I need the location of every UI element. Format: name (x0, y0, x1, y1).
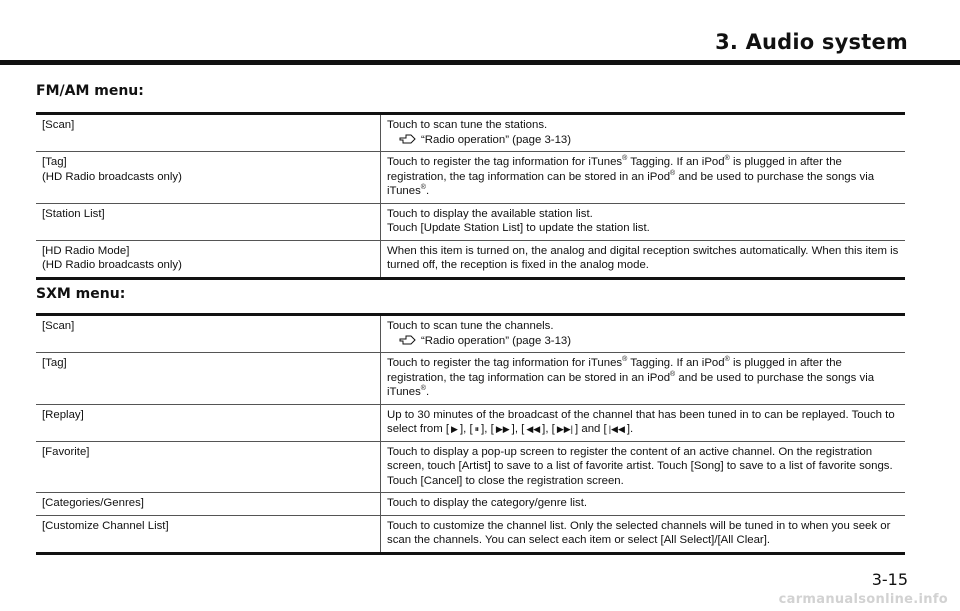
fast-forward-icon: ▶▶ (495, 424, 510, 434)
table-row (36, 203, 905, 240)
fmam-tag-desc: Touch to register the tag information for iTunes® Tagging. If an iPod® is plugged in after the registration, the tag information can be stored in an iPod® and be used to purchase the songs via iTunes®. (381, 152, 906, 204)
skip-next-icon: ▶▶| (556, 424, 574, 434)
pointing-hand-icon (399, 133, 417, 145)
table-row (36, 152, 905, 204)
sxm-tag-label: [Tag] (36, 353, 381, 405)
page-number: 3-15 (871, 570, 908, 589)
sxm-customize-label: [Customize Channel List] (36, 515, 381, 553)
watermark: carmanualsonline.info (778, 592, 948, 607)
sxm-favorite-label: [Favorite] (36, 441, 381, 493)
sxm-categories-desc: Touch to display the category/genre list. (381, 493, 906, 516)
sxm-categories-label: [Categories/Genres] (36, 493, 381, 516)
play-icon: ▶ (451, 424, 458, 434)
skip-previous-icon: |◀◀ (608, 424, 625, 434)
sxm-favorite-desc: Touch to display a pop-up screen to register the content of an active channel. On the registration screen, touch [Artist] to save to a list of favorite artist. Touch [Song] to save to a list of favorite songs. Touch [Cancel] to close the registration screen. (381, 441, 906, 493)
fmam-menu-table (36, 112, 905, 280)
sxm-customize-desc: Touch to customize the channel list. Only the selected channels will be tuned in to when you seek or scan the channels. You can select each item or select [All Select]/[All Clear]. (387, 519, 891, 546)
rewind-icon: ◀◀ (526, 424, 541, 434)
table-row (36, 493, 905, 516)
fmam-scan-label: [Scan] (36, 114, 381, 152)
fmam-hd-radio-mode-label: [HD Radio Mode] (HD Radio broadcasts only) (36, 240, 381, 278)
fmam-station-list-desc: Touch to display the available station list. Touch [Update Station List] to update the station list. (381, 203, 906, 240)
page-reference: “Radio operation” (page 3-13) (387, 133, 901, 148)
header-rule (0, 60, 960, 65)
table-row (36, 240, 905, 278)
table-row (36, 315, 905, 353)
fmam-station-list-label: [Station List] (36, 203, 381, 240)
chapter-title: 3. Audio system (715, 30, 908, 54)
fmam-scan-desc: Touch to scan tune the stations. “Radio operation” (page 3-13) (381, 114, 906, 152)
page-reference: “Radio operation” (page 3-13) (387, 334, 901, 349)
fmam-hd-radio-mode-desc: When this item is turned on, the analog and digital reception switches automatically. When this item is turned off, the reception is fixed in the analog mode. (387, 244, 899, 271)
table-row (36, 441, 905, 493)
table-row (36, 515, 905, 553)
sxm-menu-table (36, 313, 905, 555)
pointing-hand-icon (399, 334, 417, 346)
fmam-tag-label: [Tag] (HD Radio broadcasts only) (36, 152, 381, 204)
sxm-replay-label: [Replay] (36, 404, 381, 441)
table-row (36, 114, 905, 152)
sxm-scan-desc: Touch to scan tune the channels. “Radio operation” (page 3-13) (381, 315, 906, 353)
sxm-tag-desc: Touch to register the tag information for iTunes® Tagging. If an iPod® is plugged in after the registration, the tag information can be stored in an iPod® and be used to purchase the songs via iTunes®. (381, 353, 906, 405)
sxm-heading: SXM menu: (36, 286, 126, 302)
fmam-heading: FM/AM menu: (36, 83, 144, 99)
table-row (36, 353, 905, 405)
sxm-scan-label: [Scan] (36, 315, 381, 353)
sxm-replay-desc: Up to 30 minutes of the broadcast of the channel that has been tuned in to can be replayed. Touch to select from [ ▶ ], [ ⏸ ], [ ▶▶ ], [ ◀◀ ], [ ▶▶| ] and [ |◀◀ ]. (381, 404, 906, 441)
table-row (36, 404, 905, 441)
pause-icon: ⏸ (474, 424, 480, 434)
